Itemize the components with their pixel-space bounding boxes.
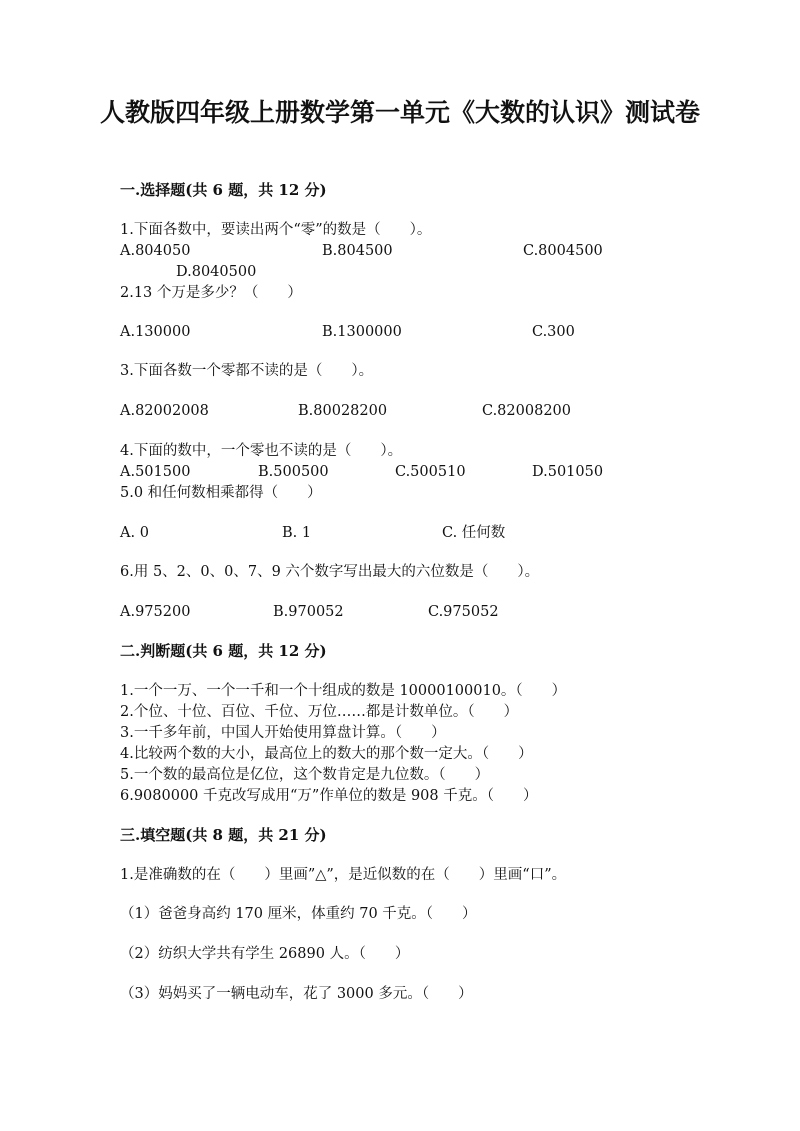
option: C.500510 [395,464,466,480]
option: A. 0 [120,525,149,541]
sub-question: （1）爸爸身高约 170 厘米，体重约 70 千克。（ ） [120,906,477,922]
question-stem: 6.用 5、2、0、0、7、9 六个数字写出最大的六位数是（ ）。 [120,564,540,580]
question-stem: 3.下面各数一个零都不读的是（ ）。 [120,363,374,379]
option: C. 任何数 [442,525,506,541]
question-stem: 3.一千多年前，中国人开始使用算盘计算。（ ） [120,725,446,741]
question-stem: 5.0 和任何数相乘都得（ ） [120,485,322,501]
option: C.975052 [428,604,499,620]
option: B.970052 [273,604,344,620]
option: C.300 [532,324,575,340]
option: B.80028200 [298,403,388,419]
question-stem: 2.个位、十位、百位、千位、万位……都是计数单位。（ ） [120,704,519,720]
section-heading-judgment: 二.判断题(共 6 题，共 12 分) [120,642,327,660]
page-title: 人教版四年级上册数学第一单元《大数的认识》测试卷 [100,98,701,127]
section-heading-fill-in: 三.填空题(共 8 题，共 21 分) [120,826,327,844]
sub-question: （3）妈妈买了一辆电动车，花了 3000 多元。（ ） [120,986,473,1002]
option: A.82002008 [120,403,209,419]
question-stem: 1.是准确数的在（ ）里画”△”，是近似数的在（ ）里画“口”。 [120,867,567,883]
option: A.804050 [120,243,191,259]
option: B.500500 [258,464,329,480]
question-stem: 1.下面各数中，要读出两个“零”的数是（ ）。 [120,222,432,238]
question-stem: 2.13 个万是多少？（ ） [120,285,302,301]
option: A.130000 [120,324,191,340]
option: C.8004500 [523,243,603,259]
option: A.975200 [120,604,191,620]
sub-question: （2）纺织大学共有学生 26890 人。（ ） [120,946,410,962]
option: B. 1 [282,525,312,541]
question-stem: 5.一个数的最高位是亿位，这个数肯定是九位数。（ ） [120,767,490,783]
option: A.501500 [120,464,191,480]
section-heading-choice: 一.选择题(共 6 题，共 12 分) [120,181,327,199]
option: B.1300000 [322,324,402,340]
question-stem: 6.9080000 千克改写成用“万”作单位的数是 908 千克。（ ） [120,788,538,804]
option: D.8040500 [176,264,257,280]
question-stem: 1.一个一万、一个一千和一个十组成的数是 10000100010。（ ） [120,683,567,699]
option: B.804500 [322,243,393,259]
question-stem: 4.下面的数中，一个零也不读的是（ ）。 [120,443,403,459]
option: C.82008200 [482,403,571,419]
option: D.501050 [532,464,604,480]
question-stem: 4.比较两个数的大小，最高位上的数大的那个数一定大。（ ） [120,746,533,762]
